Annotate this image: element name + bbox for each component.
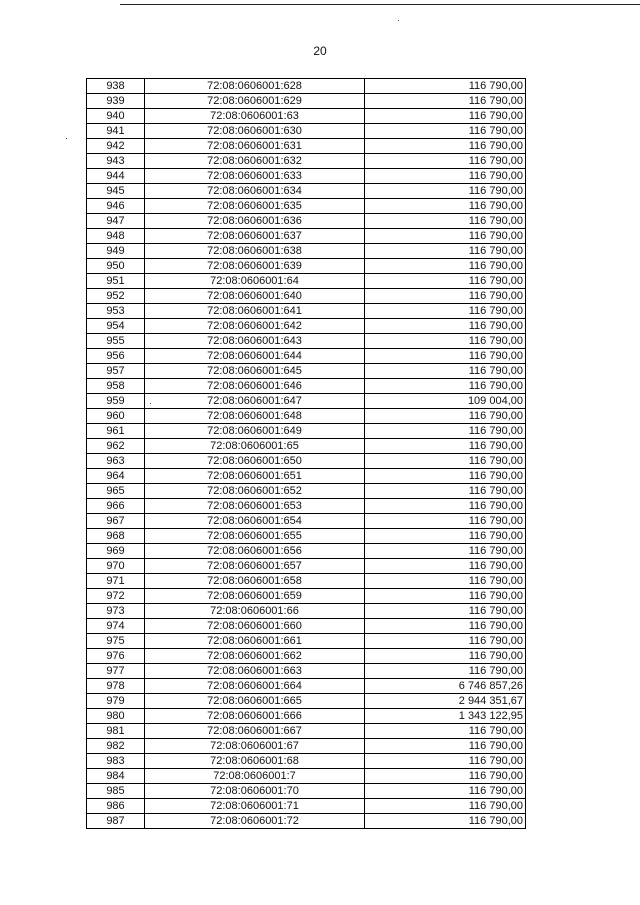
row-number-cell: 985 [87,784,145,799]
cadastral-value-cell: 116 790,00 [365,724,526,739]
cadastral-number-cell: 72:08:0606001:67 [145,739,365,754]
cadastral-value-cell: 116 790,00 [365,259,526,274]
table-row [87,169,526,184]
row-number-cell: 944 [87,169,145,184]
cadastral-number-cell: 72:08:0606001:632 [145,154,365,169]
cadastral-number-cell: 72:08:0606001:651 [145,469,365,484]
cadastral-number-cell: 72:08:0606001:647 [145,394,365,409]
cadastral-number-cell: 72:08:0606001:650 [145,454,365,469]
cadastral-value-cell: 116 790,00 [365,739,526,754]
table-row [87,814,526,829]
row-number-cell: 953 [87,304,145,319]
table-row [87,319,526,334]
cadastral-number-cell: 72:08:0606001:65 [145,439,365,454]
cadastral-value-cell: 116 790,00 [365,784,526,799]
cadastral-number-cell: 72:08:0606001:629 [145,94,365,109]
table-row [87,424,526,439]
cadastral-value-cell: 116 790,00 [365,544,526,559]
cadastral-number-cell: 72:08:0606001:628 [145,79,365,94]
cadastral-number-cell: 72:08:0606001:649 [145,424,365,439]
cadastral-number-cell: 72:08:0606001:663 [145,664,365,679]
cadastral-number-cell: 72:08:0606001:70 [145,784,365,799]
table-body [87,79,526,829]
cadastral-value-cell: 116 790,00 [365,484,526,499]
row-number-cell: 947 [87,214,145,229]
cadastral-value-cell: 116 790,00 [365,574,526,589]
cadastral-number-cell: 72:08:0606001:640 [145,289,365,304]
table-row [87,754,526,769]
cadastral-value-cell: 1 343 122,95 [365,709,526,724]
cadastral-value-cell: 2 944 351,67 [365,694,526,709]
row-number-cell: 963 [87,454,145,469]
table-row [87,664,526,679]
table-row [87,484,526,499]
table-row [87,634,526,649]
table-row [87,334,526,349]
cadastral-value-cell: 116 790,00 [365,604,526,619]
row-number-cell: 962 [87,439,145,454]
cadastral-value-cell: 116 790,00 [365,349,526,364]
cadastral-number-cell: 72:08:0606001:633 [145,169,365,184]
cadastral-value-cell: 116 790,00 [365,514,526,529]
table-row [87,154,526,169]
scan-speck [66,138,67,139]
cadastral-number-cell: 72:08:0606001:639 [145,259,365,274]
table-row [87,769,526,784]
cadastral-value-cell: 116 790,00 [365,424,526,439]
row-number-cell: 958 [87,379,145,394]
row-number-cell: 978 [87,679,145,694]
cadastral-value-cell: 116 790,00 [365,124,526,139]
table-row [87,499,526,514]
cadastral-number-cell: 72:08:0606001:7 [145,769,365,784]
row-number-cell: 984 [87,769,145,784]
cadastral-number-cell: 72:08:0606001:660 [145,619,365,634]
table-row [87,709,526,724]
page-number: 20 [313,44,327,58]
cadastral-number-cell: 72:08:0606001:641 [145,304,365,319]
cadastral-value-cell: 116 790,00 [365,454,526,469]
table-row [87,799,526,814]
row-number-cell: 957 [87,364,145,379]
cadastral-value-cell: 6 746 857,26 [365,679,526,694]
top-rule [120,4,640,5]
cadastral-value-cell: 116 790,00 [365,769,526,784]
cadastral-value-cell: 116 790,00 [365,229,526,244]
cadastral-number-cell: 72:08:0606001:68 [145,754,365,769]
cadastral-value-cell: 116 790,00 [365,364,526,379]
cadastral-number-cell: 72:08:0606001:658 [145,574,365,589]
row-number-cell: 986 [87,799,145,814]
row-number-cell: 981 [87,724,145,739]
cadastral-value-cell: 116 790,00 [365,244,526,259]
table-row [87,529,526,544]
row-number-cell: 977 [87,664,145,679]
row-number-cell: 965 [87,484,145,499]
cadastral-number-cell: 72:08:0606001:71 [145,799,365,814]
cadastral-value-cell: 116 790,00 [365,334,526,349]
cadastral-number-cell: 72:08:0606001:631 [145,139,365,154]
cadastral-number-cell: 72:08:0606001:66 [145,604,365,619]
scan-speck [398,20,399,21]
table-row [87,304,526,319]
table-row [87,94,526,109]
row-number-cell: 951 [87,274,145,289]
cadastral-value-cell: 116 790,00 [365,169,526,184]
cadastral-value-cell: 116 790,00 [365,214,526,229]
row-number-cell: 959 [87,394,145,409]
cadastral-value-cell: 116 790,00 [365,634,526,649]
cadastral-number-cell: 72:08:0606001:635 [145,199,365,214]
table-row [87,574,526,589]
cadastral-value-cell: 116 790,00 [365,154,526,169]
row-number-cell: 940 [87,109,145,124]
table-row [87,379,526,394]
table-row [87,244,526,259]
row-number-cell: 942 [87,139,145,154]
row-number-cell: 956 [87,349,145,364]
cadastral-number-cell: 72:08:0606001:653 [145,499,365,514]
cadastral-value-cell: 116 790,00 [365,619,526,634]
table-row [87,544,526,559]
cadastral-value-cell: 116 790,00 [365,184,526,199]
table-row [87,694,526,709]
cadastral-number-cell: 72:08:0606001:630 [145,124,365,139]
row-number-cell: 975 [87,634,145,649]
cadastral-number-cell: 72:08:0606001:648 [145,409,365,424]
cadastral-value-cell: 109 004,00 [365,394,526,409]
cadastral-number-cell: 72:08:0606001:638 [145,244,365,259]
table-row [87,214,526,229]
row-number-cell: 979 [87,694,145,709]
table-row [87,604,526,619]
cadastral-number-cell: 72:08:0606001:662 [145,649,365,664]
row-number-cell: 976 [87,649,145,664]
cadastral-value-cell: 116 790,00 [365,379,526,394]
row-number-cell: 949 [87,244,145,259]
row-number-cell: 971 [87,574,145,589]
row-number-cell: 966 [87,499,145,514]
cadastral-number-cell: 72:08:0606001:656 [145,544,365,559]
table-row [87,439,526,454]
row-number-cell: 938 [87,79,145,94]
row-number-cell: 941 [87,124,145,139]
table-row [87,454,526,469]
table-row [87,679,526,694]
table-row [87,124,526,139]
row-number-cell: 970 [87,559,145,574]
cadastral-number-cell: 72:08:0606001:64 [145,274,365,289]
cadastral-number-cell: 72:08:0606001:659 [145,589,365,604]
cadastral-number-cell: 72:08:0606001:646 [145,379,365,394]
table-row [87,274,526,289]
cadastral-number-cell: 72:08:0606001:654 [145,514,365,529]
table-row [87,409,526,424]
cadastral-number-cell: 72:08:0606001:642 [145,319,365,334]
cadastral-number-cell: 72:08:0606001:666 [145,709,365,724]
cadastral-value-cell: 116 790,00 [365,814,526,829]
table-row [87,289,526,304]
cadastral-number-cell: 72:08:0606001:63 [145,109,365,124]
cadastral-value-cell: 116 790,00 [365,469,526,484]
row-number-cell: 955 [87,334,145,349]
cadastral-value-cell: 116 790,00 [365,139,526,154]
cadastral-number-cell: 72:08:0606001:664 [145,679,365,694]
cadastral-number-cell: 72:08:0606001:644 [145,349,365,364]
cadastral-value-cell: 116 790,00 [365,439,526,454]
cadastral-value-cell: 116 790,00 [365,559,526,574]
row-number-cell: 964 [87,469,145,484]
table-row [87,514,526,529]
cadastral-value-cell: 116 790,00 [365,754,526,769]
cadastral-value-cell: 116 790,00 [365,799,526,814]
row-number-cell: 960 [87,409,145,424]
table-row [87,109,526,124]
row-number-cell: 982 [87,739,145,754]
row-number-cell: 954 [87,319,145,334]
table-row [87,199,526,214]
row-number-cell: 983 [87,754,145,769]
cadastral-value-cell: 116 790,00 [365,529,526,544]
cadastral-number-cell: 72:08:0606001:657 [145,559,365,574]
row-number-cell: 950 [87,259,145,274]
cadastral-number-cell: 72:08:0606001:643 [145,334,365,349]
table-row [87,259,526,274]
cadastral-value-cell: 116 790,00 [365,289,526,304]
table-row [87,619,526,634]
row-number-cell: 948 [87,229,145,244]
cadastral-number-cell: 72:08:0606001:665 [145,694,365,709]
table-row [87,559,526,574]
table-row [87,649,526,664]
table-row [87,229,526,244]
cadastral-value-cell: 116 790,00 [365,319,526,334]
cadastral-value-cell: 116 790,00 [365,664,526,679]
table-row [87,364,526,379]
table-row [87,739,526,754]
table-row [87,79,526,94]
cadastral-number-cell: 72:08:0606001:72 [145,814,365,829]
cadastral-number-cell: 72:08:0606001:637 [145,229,365,244]
cadastral-value-cell: 116 790,00 [365,649,526,664]
cadastral-value-cell: 116 790,00 [365,304,526,319]
row-number-cell: 945 [87,184,145,199]
cadastral-value-table [86,78,526,829]
cadastral-number-cell: 72:08:0606001:655 [145,529,365,544]
row-number-cell: 987 [87,814,145,829]
cadastral-number-cell: 72:08:0606001:652 [145,484,365,499]
table-row [87,394,526,409]
cadastral-number-cell: 72:08:0606001:645 [145,364,365,379]
cadastral-value-cell: 116 790,00 [365,94,526,109]
cadastral-value-cell: 116 790,00 [365,589,526,604]
cadastral-number-cell: 72:08:0606001:636 [145,214,365,229]
row-number-cell: 973 [87,604,145,619]
row-number-cell: 968 [87,529,145,544]
cadastral-value-cell: 116 790,00 [365,79,526,94]
cadastral-value-cell: 116 790,00 [365,409,526,424]
table-row [87,784,526,799]
row-number-cell: 943 [87,154,145,169]
table-row [87,139,526,154]
cadastral-number-cell: 72:08:0606001:634 [145,184,365,199]
row-number-cell: 952 [87,289,145,304]
row-number-cell: 974 [87,619,145,634]
cadastral-value-cell: 116 790,00 [365,199,526,214]
row-number-cell: 961 [87,424,145,439]
table-row [87,469,526,484]
cadastral-number-cell: 72:08:0606001:667 [145,724,365,739]
cadastral-value-cell: 116 790,00 [365,109,526,124]
table-row [87,184,526,199]
row-number-cell: 969 [87,544,145,559]
table-row [87,589,526,604]
cadastral-value-cell: 116 790,00 [365,274,526,289]
row-number-cell: 939 [87,94,145,109]
table-row [87,724,526,739]
cadastral-value-cell: 116 790,00 [365,499,526,514]
row-number-cell: 946 [87,199,145,214]
cadastral-number-cell: 72:08:0606001:661 [145,634,365,649]
row-number-cell: 980 [87,709,145,724]
row-number-cell: 972 [87,589,145,604]
row-number-cell: 967 [87,514,145,529]
table-row [87,349,526,364]
